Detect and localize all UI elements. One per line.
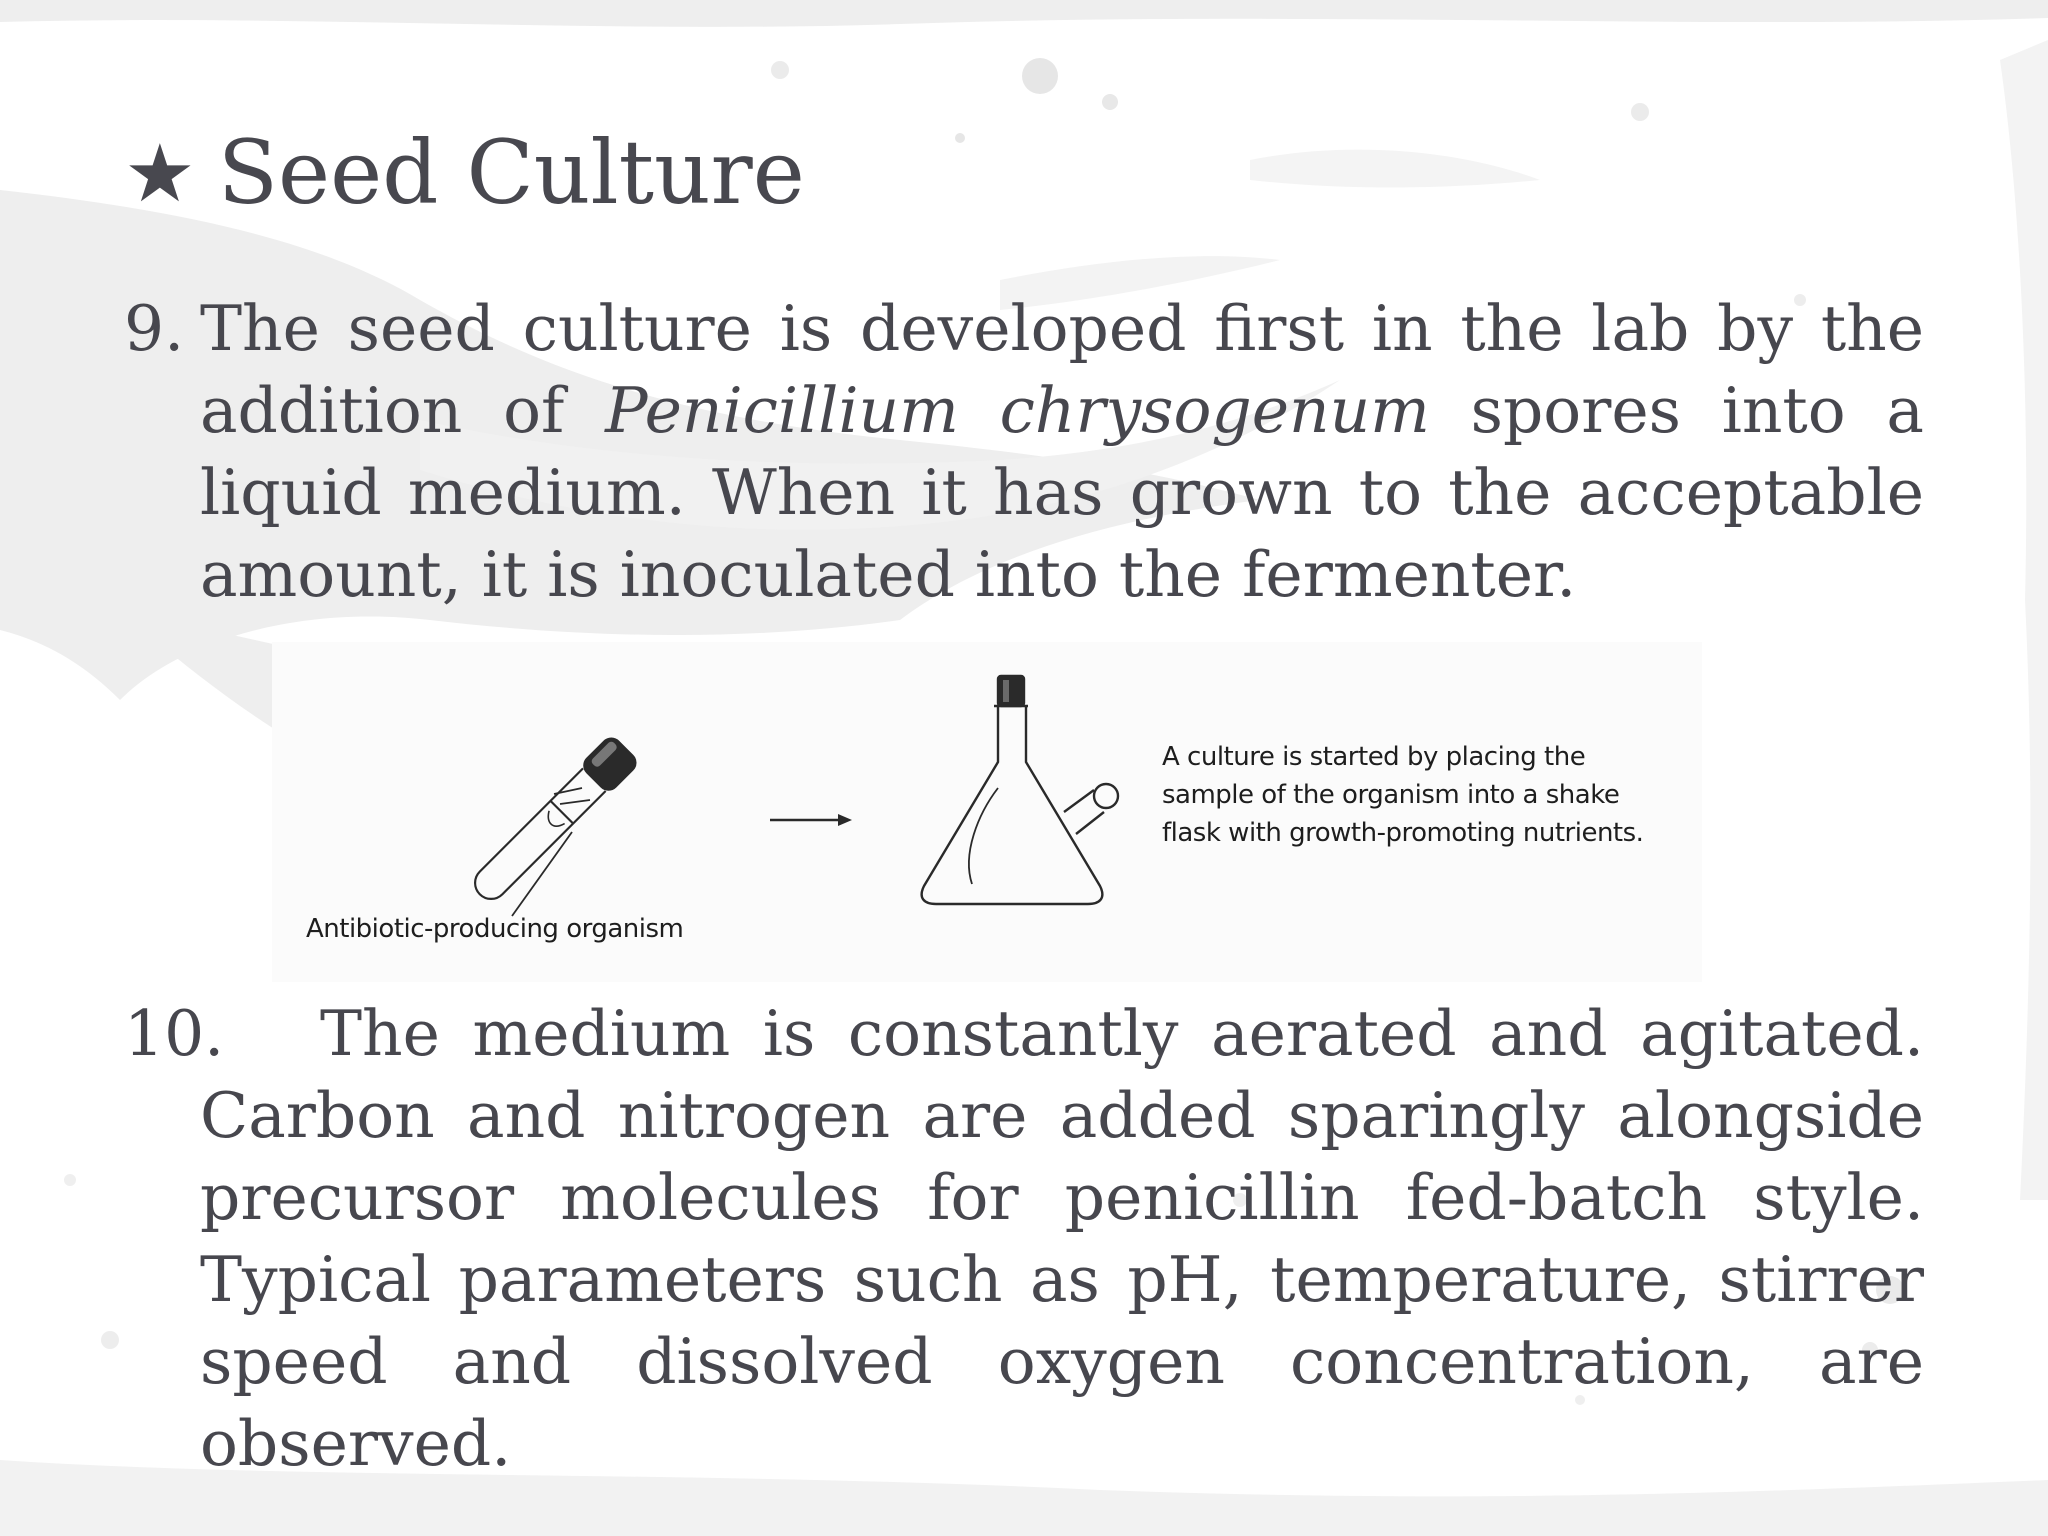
shake-flask-icon [922, 676, 1118, 904]
seed-culture-figure [272, 642, 1702, 982]
star-icon: ★ [124, 127, 196, 220]
figure-label: Antibiotic-producing organism [306, 914, 684, 944]
list-item-number: 9. [124, 292, 185, 365]
figure-caption: A culture is started by placing the sample of the organism into a shake flask with growth-promoting nutrients. [1162, 742, 1644, 848]
list-item-text-part: spores into a liquid medium. When it has grown to the acceptable amount, it is inoculated into the fermenter. [200, 374, 1924, 611]
list-item-text-part: The seed culture is developed first in the lab by the addition of [200, 292, 1924, 447]
slide-title [124, 118, 805, 229]
list-item-text [200, 288, 1924, 616]
arrow-right-icon [770, 814, 852, 826]
list-item-number: 10. [124, 997, 225, 1070]
list-item [124, 993, 1924, 1485]
slide-title-text: Seed Culture [217, 121, 805, 224]
list-item-text: The medium is constantly aerated and agitated. Carbon and nitrogen are added sparingly alongside precursor molecules for penicillin fed-batch style. Typical parameters such as pH, temperature, stirrer speed and dissolved oxygen concentration, are observed. [200, 997, 1924, 1480]
species-name: Penicillium chrysogenum [605, 374, 1430, 447]
list-item [124, 288, 1924, 616]
test-tube-icon [466, 734, 640, 916]
